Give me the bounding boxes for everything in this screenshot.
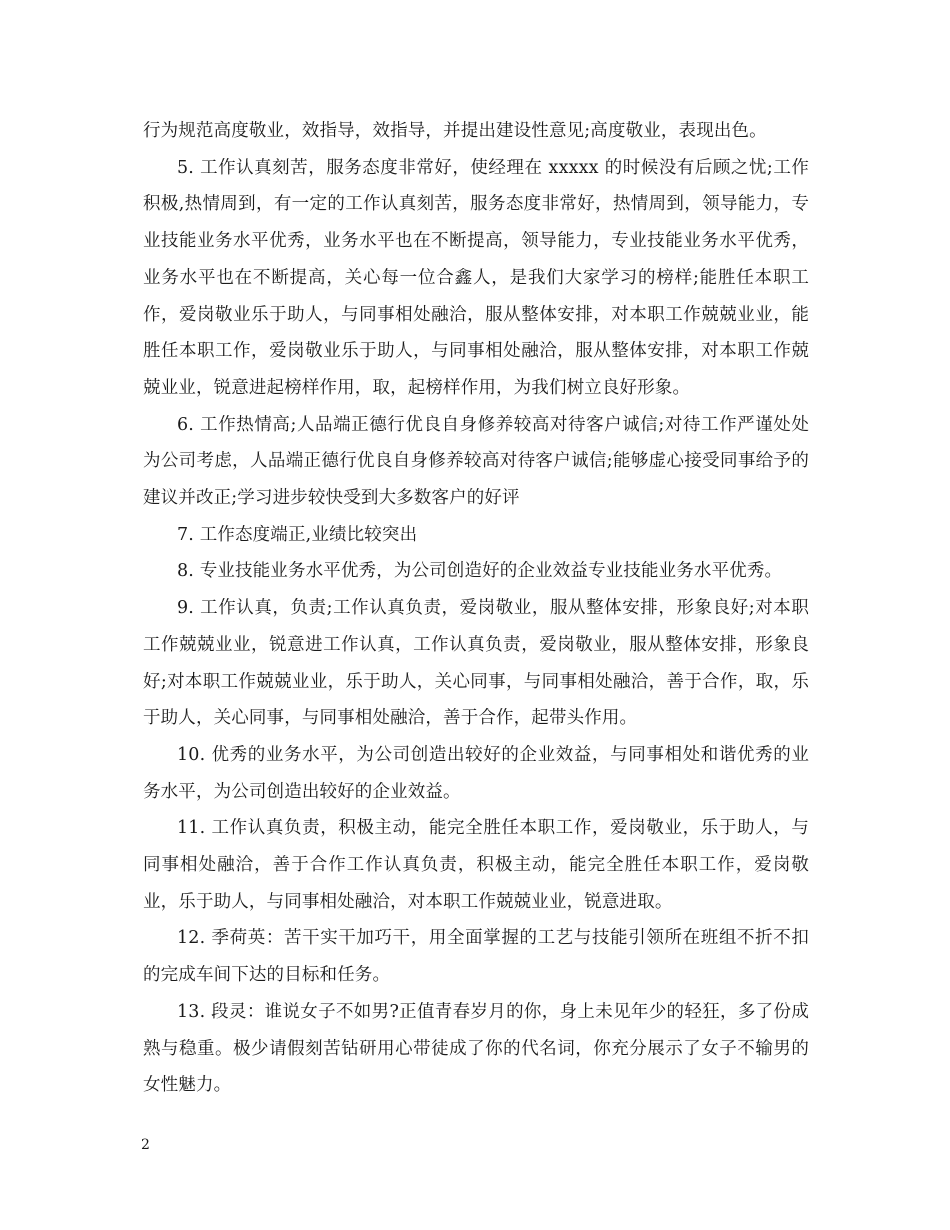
paragraph-item-7: 7. 工作态度端正,业绩比较突出 [177,524,418,545]
paragraph-item-12: 12. 季荷英：苦干实干加巧干，用全面掌握的工艺与技能引领所在班组不折不扣的完成车间下达的目标和任务。 [143,928,809,986]
paragraph-item-5: 5. 工作认真刻苦，服务态度非常好，使经理在 xxxxx 的时候没有后顾之忧;工作积极,热情周到，有一定的工作认真刻苦，服务态度非常好，热情周到，领导能力，专业技能业务水平优秀，业务水平也在不断提高，领导能力，专业技能业务水平优秀，业务水平也在不断提高，关心每一位合鑫人，是我们大家学习的榜样;能胜任本职工作，爱岗敬业乐于助人，与同事相处融洽，服从整体安排，对本职工作兢兢业业，能胜任本职工作，爱岗敬业乐于助人，与同事相处融洽，服从整体安排，对本职工作兢兢业业，锐意进起榜样作用，取，起榜样作用，为我们树立良好形象。 [143,157,809,398]
paragraph-item-11: 11. 工作认真负责，积极主动，能完全胜任本职工作，爱岗敬业，乐于助人，与同事相处融洽，善于合作工作认真负责，积极主动，能完全胜任本职工作，爱岗敬业，乐于助人，与同事相处融洽，对本职工作兢兢业业，锐意进取。 [143,818,809,912]
paragraph-item-8: 8. 专业技能业务水平优秀，为公司创造好的企业效益专业技能业务水平优秀。 [177,561,783,582]
paragraph-item-10: 10. 优秀的业务水平，为公司创造出较好的企业效益，与同事相处和谐优秀的业务水平，为公司创造出较好的企业效益。 [143,744,809,802]
page-number: 2 [141,1137,150,1153]
document-body [143,113,809,1104]
paragraph-item-9: 9. 工作认真，负责;工作认真负责，爱岗敬业，服从整体安排，形象良好;对本职工作兢兢业业，锐意进工作认真，工作认真负责，爱岗敬业，服从整体安排，形象良好;对本职工作兢兢业业，乐于助人，关心同事，与同事相处融洽，善于合作，取，乐于助人，关心同事，与同事相处融洽，善于合作，起带头作用。 [143,598,809,729]
paragraph-item-13: 13. 段灵：谁说女子不如男?正值青春岁月的你，身上未见年少的轻狂，多了份成熟与稳重。极少请假刻苦钻研用心带徒成了你的代名词，你充分展示了女子不输男的女性魅力。 [143,1001,809,1096]
paragraph-continuation: 行为规范高度敬业，效指导，效指导，并提出建设性意见;高度敬业，表现出色。 [143,121,767,141]
paragraph-item-6: 6. 工作热情高;人品端正德行优良自身修养较高对待客户诚信;对待工作严谨处处为公司考虑，人品端正德行优良自身修养较高对待客户诚信;能够虚心接受同事给予的建议并改正;学习进步较快受到大多数客户的好评 [143,414,809,509]
